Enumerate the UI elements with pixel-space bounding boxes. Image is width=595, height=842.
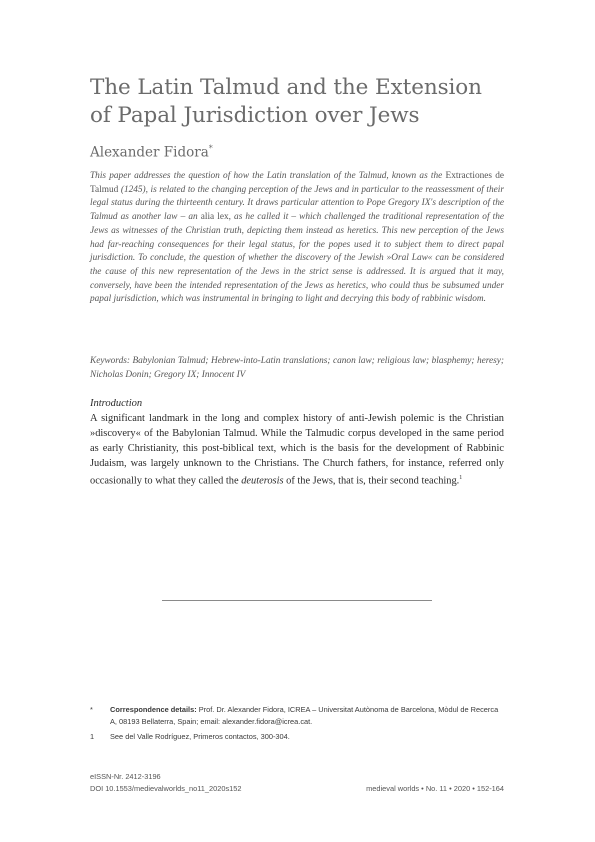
footnote-label: Correspondence details: [110,705,197,714]
journal-citation: medieval worlds • No. 11 • 2020 • 152-164 [366,784,504,793]
footnote-mark: * [90,705,93,714]
doi[interactable]: DOI 10.1553/medievalworlds_no11_2020s152 [90,784,242,793]
footnote-mark: 1 [90,732,95,741]
title-line-2: of Papal Jurisdiction over Jews [90,103,420,128]
footnotes [90,704,504,747]
page-footer-left [90,771,241,795]
abstract-part-3: , as he called it – which challenged the traditional representation of the Jews as witnesses of the Christian truth, depicting them instead as heretics. This new perception of the Jews had far-reaching consequences for their legal status, for the popes used it to subject them to direct papal jurisdiction. To conclude, the question of whether the discovery of the Jewish »Oral Law« can be considered the cause of this new representation of the Jews in the strict sense is addressed. It is argued that it may, conversely, have been the intended representation of the Jews as heretics, who could thus be subsumed under papal jurisdiction, which was instrumental in bringing to light and decrying this body of rabbinic wisdom. [90,212,504,305]
intro-part-2: of the Jews, that is, their second teaching. [283,475,460,487]
introduction-paragraph [90,411,504,488]
footnote-ref-1[interactable]: 1 [459,475,463,481]
section-heading-introduction: Introduction [90,398,143,409]
intro-deuterosis: deuterosis [241,475,284,487]
author-footnote-mark[interactable]: * [208,144,213,153]
author-name: Alexander Fidora [90,144,209,161]
keywords: Keywords: Babylonian Talmud; Hebrew-into-Latin translations; canon law; religious law; blasphemy; heresy; Nicholas Donin; Gregory IX; Innocent IV [90,356,504,380]
footnote-item [90,731,504,743]
footnote-text: See del Valle Rodríguez, Primeros contactos, 300-304. [110,732,290,741]
author-line [90,144,213,161]
footnote-body: Prof. Dr. Alexander Fidora, ICREA – Universitat Autònoma de Barcelona, Mòdul de Recerca A, 08193 Bellaterra, Spain; email: alexander.fidora@icrea.cat. [110,705,499,726]
footnote-item [90,704,504,727]
paper-title [90,74,530,130]
abstract-part-2: (1245), is related to the changing perception of the Jews and in particular to the reassessment of their legal status during the thirteenth century. It draws particular attention to Pope Gregory IX's description of the Talmud as another law – an [90,184,504,223]
footnote-text [110,704,504,727]
abstract-part-1: This paper addresses the question of how the Latin translation of the Talmud, known as the [90,171,446,181]
footnote-divider [162,600,432,601]
abstract-work-title: Extractiones de Talmud [90,171,504,195]
abstract-alia-lex: alia lex [200,212,229,223]
intro-part-1: A significant landmark in the long and complex history of anti-Jewish polemic is the Christian »discovery« of the Babylonian Talmud. While the Talmudic corpus developed in the same period as early Christianity, this post-biblical text, which is the basis for the development of Rabbinic Judaism, was largely unknown to the Christians. The Church fathers, for instance, referred only occasionally to what they called the [90,413,504,487]
abstract [90,170,504,307]
title-line-1: The Latin Talmud and the Extension [90,75,482,100]
issn: eISSN-Nr. 2412-3196 [90,772,161,781]
